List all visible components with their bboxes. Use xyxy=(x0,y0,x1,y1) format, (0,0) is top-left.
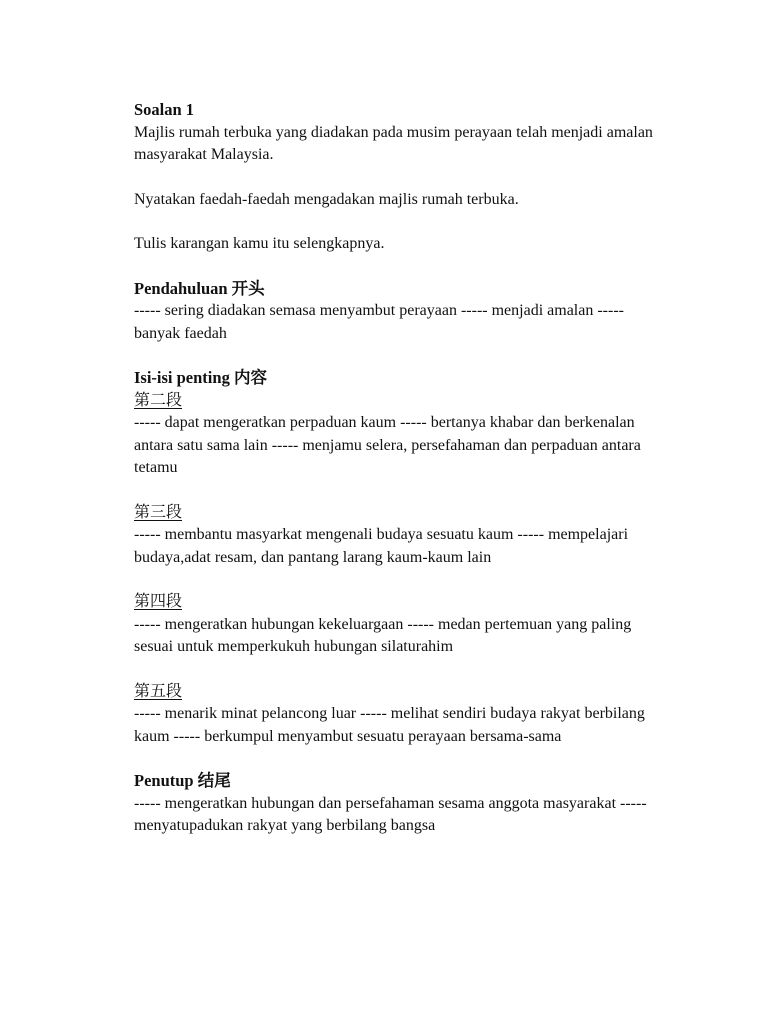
question-task: Nyatakan faedah-faedah mengadakan majlis rumah terbuka. xyxy=(134,190,519,208)
paragraph-text: ----- dapat mengeratkan perpaduan kaum ----- bertanya khabar dan berkenalan antara satu sama lain ----- menjamu selera, persefahaman dan perpaduan antara tetamu xyxy=(134,414,641,476)
document-page xyxy=(134,99,654,838)
closing-text: ----- mengeratkan hubungan dan persefahaman sesama anggota masyarakat ----- menyatupadukan rakyat yang berbilang bangsa xyxy=(134,794,647,834)
paragraph-text: ----- membantu masyarkat mengenali budaya sesuatu kaum ----- mempelajari budaya,adat resam, dan pantang larang kaum-kaum lain xyxy=(134,526,629,566)
question-instruction: Tulis karangan kamu itu selengkapnya. xyxy=(134,235,385,252)
intro-heading: Pendahuluan 开头 xyxy=(134,278,265,298)
paragraph-label: 第三段 xyxy=(134,503,183,521)
paragraph-label: 第五段 xyxy=(134,682,183,700)
paragraph-label: 第二段 xyxy=(134,391,183,409)
paragraph-text: ----- mengeratkan hubungan kekeluargaan ----- medan pertemuan yang paling sesuai untuk memperkukuh hubungan silaturahim xyxy=(134,615,632,655)
paragraph-label: 第四段 xyxy=(134,593,183,610)
content-heading: Isi-isi penting 内容 xyxy=(134,368,267,387)
intro-text: ----- sering diadakan semasa menyambut perayaan ----- menjadi amalan ----- banyak faedah xyxy=(134,302,624,342)
closing-heading: Penutup 结尾 xyxy=(134,771,231,790)
paragraph-text: ----- menarik minat pelancong luar ----- melihat sendiri budaya rakyat berbilang kaum ----- berkumpul menyambut sesuatu perayaan bersama-sama xyxy=(134,705,645,745)
question-body: Majlis rumah terbuka yang diadakan pada musim perayaan telah menjadi amalan masyarakat Malaysia. xyxy=(134,123,653,163)
question-title: Soalan 1 xyxy=(134,100,195,119)
